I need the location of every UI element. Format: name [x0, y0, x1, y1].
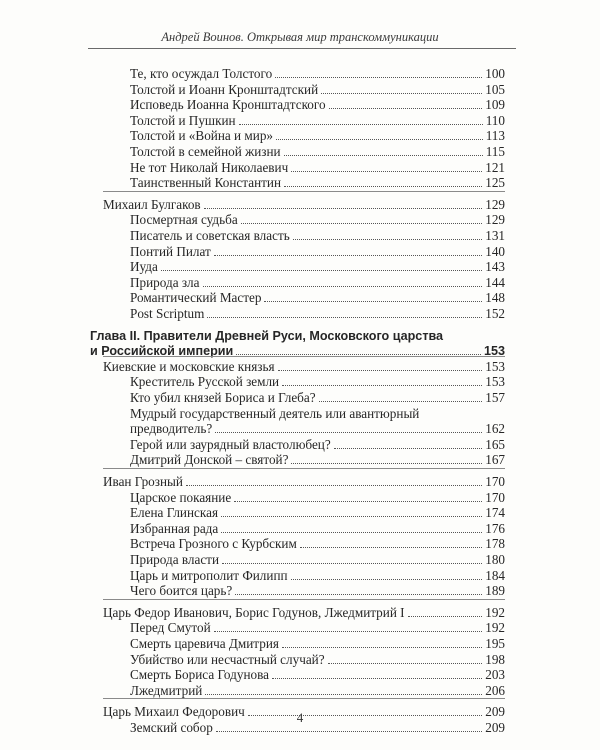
toc-title: Толстой и «Война и мир» [130, 128, 274, 144]
toc-title: Природа зла [130, 274, 200, 290]
toc-page-number: 209 [485, 720, 505, 735]
toc-page-number: 162 [485, 421, 505, 437]
page-number: 4 [296, 710, 304, 725]
toc-title: Михаил Булгаков [103, 196, 201, 212]
toc-title: Царь Михаил Федорович [103, 704, 245, 720]
toc-title: Природа власти [130, 552, 220, 567]
toc-page-number: 153 [485, 374, 505, 390]
toc-title: Дмитрий Донской – святой? [130, 452, 289, 468]
toc-entry [130, 173, 505, 191]
toc-title: Встреча Грозного с Курбским [130, 536, 297, 552]
toc-page-number: 167 [485, 452, 505, 468]
toc-page-number: 105 [485, 81, 505, 97]
toc-page-number: 110 [485, 112, 505, 128]
section-rule [103, 698, 505, 699]
toc-title: Исповедь Иоанна Кронштадтского [130, 97, 326, 113]
toc-title: Убийство или несчастный случай? [130, 651, 325, 667]
toc-page-number: 203 [485, 667, 505, 683]
dot-leader [239, 124, 483, 125]
toc-title: Иван Грозный [103, 474, 183, 489]
toc-page-number: 189 [485, 583, 505, 599]
toc-title: Избранная рада [130, 520, 219, 536]
running-head: Андрей Воинов. Открывая мир транскоммуникации [161, 30, 439, 44]
toc-title: Писатель и советская власть [130, 228, 290, 243]
dot-leader [278, 370, 483, 371]
dot-leader [321, 93, 482, 94]
toc-page-number: 125 [485, 175, 505, 191]
toc-title: Толстой и Пушкин [130, 112, 236, 128]
toc-title: Мудрый государственный деятель или авантюрный [130, 405, 420, 421]
toc-page-number: 176 [485, 520, 505, 536]
dot-leader [275, 77, 482, 78]
section-rule [103, 356, 505, 357]
toc-page-number: 184 [485, 567, 505, 583]
dot-leader [284, 155, 483, 156]
toc-title: Те, кто осуждал Толстого [130, 66, 273, 81]
toc-page-number: 170 [485, 474, 505, 489]
dot-leader [264, 301, 482, 302]
section-rule [103, 468, 505, 469]
toc-title: Царское покаяние [130, 489, 232, 505]
toc-title: Иуда [130, 259, 158, 275]
toc-title: Земский собор [130, 720, 213, 735]
toc-title: Кто убил князей Бориса и Глеба? [130, 390, 316, 405]
toc-title: Царь и митрополит Филипп [130, 567, 288, 583]
toc-title: Романтический Мастер [130, 290, 262, 306]
dot-leader [186, 485, 482, 486]
toc-page-number: 152 [485, 306, 505, 321]
dot-leader [214, 631, 483, 632]
dot-leader [284, 186, 482, 187]
toc-page-number: 195 [485, 636, 505, 651]
toc-title: Толстой и Иоанн Кронштадтский [130, 81, 319, 97]
toc-page-number: 144 [485, 274, 505, 290]
toc-title: Чего боится царь? [130, 583, 233, 599]
dot-leader [221, 532, 482, 533]
dot-leader [161, 270, 482, 271]
toc-title: Смерть царевича Дмитрия [130, 636, 279, 651]
toc-title: Герой или заурядный властолюбец? [130, 436, 331, 452]
toc-page-number: 131 [485, 228, 505, 243]
toc-title: предводитель? [130, 421, 213, 437]
dot-leader [319, 401, 483, 402]
dot-leader [216, 731, 482, 732]
section-rule [103, 599, 505, 600]
toc-page-number: 129 [485, 196, 505, 212]
toc-page-number: 153 [485, 358, 505, 374]
dot-leader [276, 139, 483, 140]
toc-page-number: 100 [485, 66, 505, 81]
toc-page-number: 121 [485, 159, 505, 175]
toc-title: Глава II. Правители Древней Руси, Московского царства [90, 328, 444, 343]
dot-leader [203, 286, 483, 287]
toc-page-number: 178 [485, 536, 505, 552]
dot-leader [282, 647, 482, 648]
toc-title: Креститель Русской земли [130, 374, 280, 390]
toc-page-number: 174 [485, 505, 505, 521]
toc-entry [130, 450, 505, 468]
dot-leader [282, 385, 482, 386]
toc-page-number: 180 [485, 552, 505, 567]
toc-title: Смерть Бориса Годунова [130, 667, 270, 683]
toc-page-number: 206 [485, 682, 505, 698]
toc-title: Елена Глинская [130, 505, 219, 521]
toc-title: Киевские и московские князья [103, 358, 275, 374]
toc-title: Таинственный Константин [130, 175, 281, 191]
toc-page-number: 109 [485, 97, 505, 113]
toc-page-number: 192 [485, 620, 505, 636]
toc-entry [130, 581, 505, 599]
toc-page-number: 129 [485, 212, 505, 228]
toc-title: Лжедмитрий [130, 682, 203, 698]
toc-title: Посмертная судьба [130, 212, 238, 228]
toc-title: Царь Федор Иванович, Борис Годунов, Лжедмитрий I [103, 604, 405, 620]
dot-leader [334, 448, 483, 449]
toc-title: Не тот Николай Николаевич [130, 159, 289, 175]
toc-title: Перед Смутой [130, 620, 211, 636]
dot-leader [207, 317, 482, 318]
toc-page-number: 170 [485, 489, 505, 505]
toc-page-number: 157 [485, 390, 505, 405]
dot-leader [328, 663, 483, 664]
dot-leader [272, 678, 482, 679]
dot-leader [241, 223, 483, 224]
toc-page-number: 198 [485, 651, 505, 667]
dot-leader [235, 594, 482, 595]
dot-leader [291, 579, 483, 580]
toc-page-number: 153 [483, 344, 505, 359]
dot-leader [205, 694, 482, 695]
dot-leader [329, 108, 483, 109]
dot-leader [221, 516, 482, 517]
dot-leader [204, 208, 483, 209]
dot-leader [291, 463, 482, 464]
dot-leader [214, 255, 482, 256]
toc-page-number: 143 [485, 259, 505, 275]
toc-page-number: 148 [485, 290, 505, 306]
toc-page-number: 140 [485, 243, 505, 259]
toc-entry [130, 681, 505, 699]
dot-leader [215, 432, 482, 433]
toc-title: Толстой в семейной жизни [130, 144, 281, 159]
dot-leader [300, 547, 482, 548]
section-rule [103, 191, 505, 192]
dot-leader [408, 616, 483, 617]
dot-leader [222, 563, 482, 564]
dot-leader [291, 171, 482, 172]
toc-title: Понтий Пилат [130, 243, 211, 259]
toc-page-number: 115 [485, 144, 505, 159]
toc-title: Post Scriptum [130, 306, 205, 321]
toc-page-number: 113 [485, 128, 505, 144]
toc-entry [130, 304, 505, 322]
dot-leader [234, 501, 482, 502]
toc-page-number: 165 [485, 436, 505, 452]
toc-page-number: 192 [485, 604, 505, 620]
toc-title: и Российской империи [90, 344, 234, 359]
dot-leader [293, 239, 482, 240]
toc-page-number: 209 [485, 704, 505, 720]
